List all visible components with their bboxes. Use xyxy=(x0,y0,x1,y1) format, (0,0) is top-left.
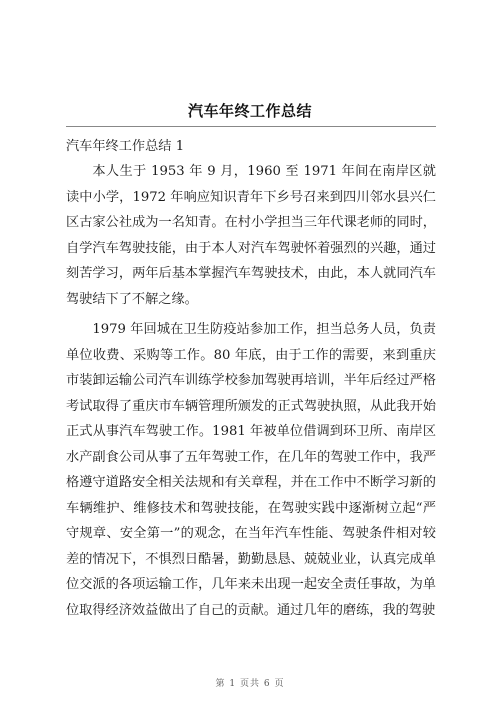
title-divider xyxy=(66,126,436,127)
document-body xyxy=(66,159,436,623)
paragraph: 本人生于 1953 年 9 月，1960 至 1971 年间在南岸区就读中小学，1972 年响应知识青年下乡号召来到四川邻水县兴仁区古家公社成为一名知青。在村小学担当三年代课老师的同时，自学汽车驾驶技能，由于本人对汽车驾驶怀着强烈的兴趣，通过刻苦学习，两年后基本掌握汽车驾驶技术，由此，本人就同汽车驾驶结下了不解之缘。 xyxy=(66,164,436,307)
document-title: 汽车年终工作总结 xyxy=(187,102,312,120)
page-footer: 第 1 页共 6 页 xyxy=(215,679,285,689)
paragraph: 1979 年回城在卫生防疫站参加工作，担当总务人员，负责单位收费、采购等工作。80 年底，由于工作的需要，来到重庆市装卸运输公司汽车训练学校参加驾驶再培训，半年后经过严格考试取得了重庆市车辆管理所颁发的正式驾驶执照，从此我开始正式从事汽车驾驶工作。1981 年被单位借调到环卫所、南岸区水产副食公司从事了五年驾驶工作，在几年的驾驶工作中，我严格遵守道路安全相关法规和有关章程，并在工作中不断学习新的车辆维护、维修技术和驾驶技能，在驾驶实践中逐渐树立起“严守规章、安全第一”的观念，在当年汽车性能、驾驶条件相对较差的情况下，不惧烈日酷暑，勤勤恳恳、兢兢业业，认真完成单位交派的各项运输工作，几年来未出现一起安全责任事故，为单位取得经济效益做出了自己的贡献。通过几年的磨练，我的驾驶 xyxy=(66,322,436,618)
section-subtitle: 汽车年终工作总结 1 xyxy=(66,139,185,154)
